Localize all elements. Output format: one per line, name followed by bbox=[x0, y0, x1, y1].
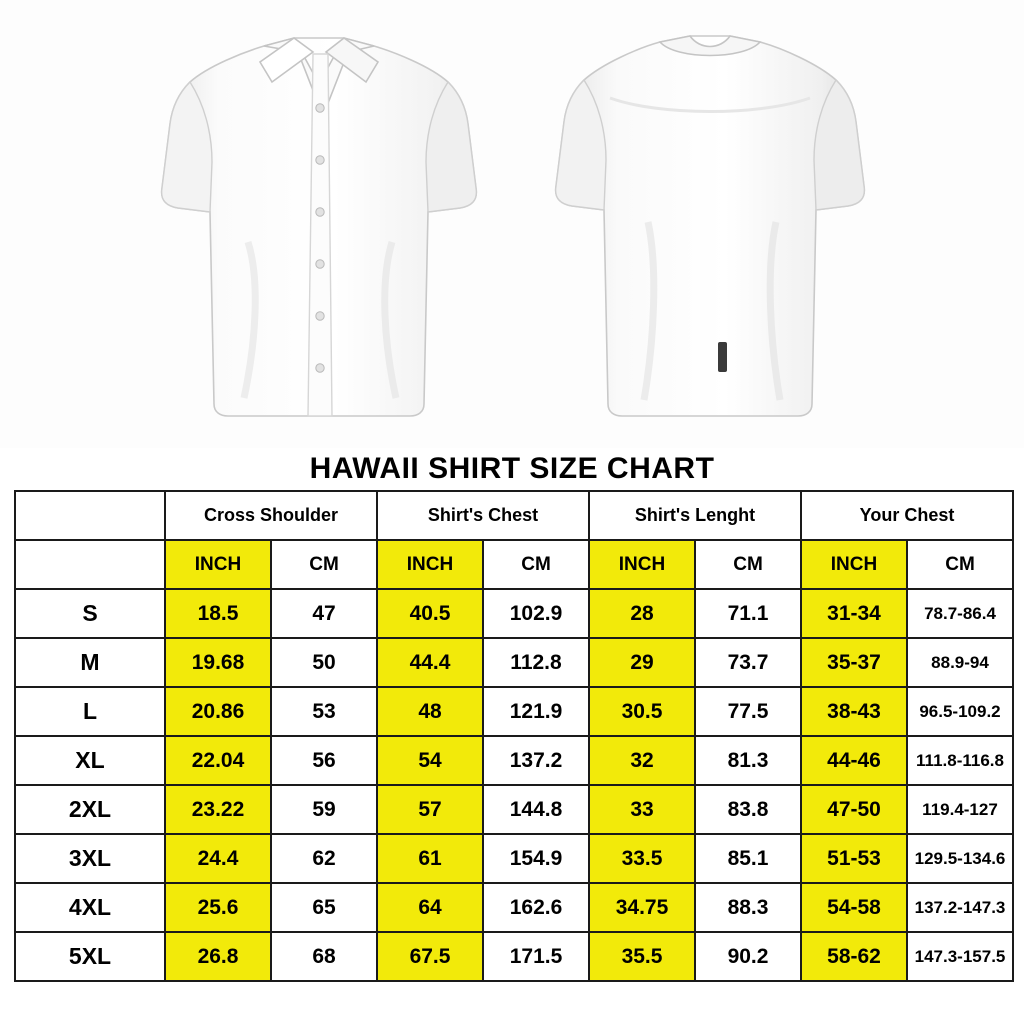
page-title: HAWAII SHIRT SIZE CHART bbox=[309, 452, 715, 485]
cell-cross-shoulder-cm: 65 bbox=[271, 883, 377, 932]
cell-cross-shoulder-inch: 25.6 bbox=[165, 883, 271, 932]
cell-chest-inch: 64 bbox=[377, 883, 483, 932]
cell-your-chest-cm: 78.7-86.4 bbox=[907, 589, 1013, 638]
header-cross-shoulder: Cross Shoulder bbox=[165, 491, 377, 540]
cell-cross-shoulder-inch: 22.04 bbox=[165, 736, 271, 785]
unit-cross-shoulder-inch: INCH bbox=[165, 540, 271, 589]
cell-chest-inch: 54 bbox=[377, 736, 483, 785]
cell-length-inch: 30.5 bbox=[589, 687, 695, 736]
cell-your-chest-cm: 137.2-147.3 bbox=[907, 883, 1013, 932]
size-chart-table bbox=[14, 490, 1014, 982]
unit-cross-shoulder-cm: CM bbox=[271, 540, 377, 589]
table-row bbox=[15, 834, 1013, 883]
cell-your-chest-cm: 96.5-109.2 bbox=[907, 687, 1013, 736]
table-row bbox=[15, 883, 1013, 932]
cell-your-chest-inch: 58-62 bbox=[801, 932, 907, 981]
cell-cross-shoulder-inch: 19.68 bbox=[165, 638, 271, 687]
cell-cross-shoulder-cm: 56 bbox=[271, 736, 377, 785]
row-size-label: 5XL bbox=[15, 932, 165, 981]
cell-chest-inch: 48 bbox=[377, 687, 483, 736]
cell-cross-shoulder-cm: 62 bbox=[271, 834, 377, 883]
cell-chest-cm: 137.2 bbox=[483, 736, 589, 785]
cell-cross-shoulder-cm: 47 bbox=[271, 589, 377, 638]
header-your-chest: Your Chest bbox=[801, 491, 1013, 540]
unit-length-inch: INCH bbox=[589, 540, 695, 589]
cell-length-cm: 81.3 bbox=[695, 736, 801, 785]
cell-your-chest-cm: 88.9-94 bbox=[907, 638, 1013, 687]
cell-your-chest-cm: 129.5-134.6 bbox=[907, 834, 1013, 883]
cell-length-inch: 33 bbox=[589, 785, 695, 834]
cell-chest-cm: 102.9 bbox=[483, 589, 589, 638]
cell-cross-shoulder-inch: 20.86 bbox=[165, 687, 271, 736]
unit-your-chest-cm: CM bbox=[907, 540, 1013, 589]
cell-length-inch: 28 bbox=[589, 589, 695, 638]
cell-length-cm: 88.3 bbox=[695, 883, 801, 932]
header-shirts-length: Shirt's Lenght bbox=[589, 491, 801, 540]
cell-chest-inch: 61 bbox=[377, 834, 483, 883]
cell-your-chest-inch: 38-43 bbox=[801, 687, 907, 736]
row-size-label: XL bbox=[15, 736, 165, 785]
cell-your-chest-cm: 111.8-116.8 bbox=[907, 736, 1013, 785]
cell-cross-shoulder-cm: 53 bbox=[271, 687, 377, 736]
cell-length-inch: 33.5 bbox=[589, 834, 695, 883]
table-row bbox=[15, 638, 1013, 687]
cell-length-cm: 90.2 bbox=[695, 932, 801, 981]
cell-length-cm: 71.1 bbox=[695, 589, 801, 638]
table-row bbox=[15, 589, 1013, 638]
table-row bbox=[15, 785, 1013, 834]
cell-chest-cm: 144.8 bbox=[483, 785, 589, 834]
cell-your-chest-inch: 47-50 bbox=[801, 785, 907, 834]
cell-chest-inch: 57 bbox=[377, 785, 483, 834]
cell-your-chest-cm: 119.4-127 bbox=[907, 785, 1013, 834]
table-row bbox=[15, 687, 1013, 736]
unit-chest-cm: CM bbox=[483, 540, 589, 589]
shirt-illustrations bbox=[0, 0, 1024, 448]
cell-length-inch: 34.75 bbox=[589, 883, 695, 932]
unit-length-cm: CM bbox=[695, 540, 801, 589]
unit-corner-cell bbox=[15, 540, 165, 589]
shirt-front-view-icon bbox=[148, 12, 488, 432]
header-shirts-chest: Shirt's Chest bbox=[377, 491, 589, 540]
row-size-label: 3XL bbox=[15, 834, 165, 883]
cell-your-chest-inch: 54-58 bbox=[801, 883, 907, 932]
cell-your-chest-inch: 35-37 bbox=[801, 638, 907, 687]
row-size-label: M bbox=[15, 638, 165, 687]
cell-chest-cm: 154.9 bbox=[483, 834, 589, 883]
cell-length-cm: 85.1 bbox=[695, 834, 801, 883]
cell-your-chest-cm: 147.3-157.5 bbox=[907, 932, 1013, 981]
cell-length-cm: 83.8 bbox=[695, 785, 801, 834]
shirt-back-view-icon bbox=[540, 12, 880, 432]
cell-chest-cm: 112.8 bbox=[483, 638, 589, 687]
table-header-groups bbox=[15, 491, 1013, 540]
cell-length-inch: 35.5 bbox=[589, 932, 695, 981]
cell-cross-shoulder-cm: 50 bbox=[271, 638, 377, 687]
table-row bbox=[15, 736, 1013, 785]
unit-your-chest-inch: INCH bbox=[801, 540, 907, 589]
cell-your-chest-inch: 51-53 bbox=[801, 834, 907, 883]
header-corner-cell bbox=[15, 491, 165, 540]
cell-chest-inch: 40.5 bbox=[377, 589, 483, 638]
row-size-label: 4XL bbox=[15, 883, 165, 932]
cell-cross-shoulder-inch: 18.5 bbox=[165, 589, 271, 638]
cell-cross-shoulder-inch: 23.22 bbox=[165, 785, 271, 834]
cell-cross-shoulder-inch: 26.8 bbox=[165, 932, 271, 981]
row-size-label: 2XL bbox=[15, 785, 165, 834]
cell-length-inch: 32 bbox=[589, 736, 695, 785]
cell-your-chest-inch: 31-34 bbox=[801, 589, 907, 638]
cell-length-cm: 73.7 bbox=[695, 638, 801, 687]
cell-chest-cm: 171.5 bbox=[483, 932, 589, 981]
cell-cross-shoulder-cm: 59 bbox=[271, 785, 377, 834]
cell-chest-inch: 67.5 bbox=[377, 932, 483, 981]
cell-your-chest-inch: 44-46 bbox=[801, 736, 907, 785]
cell-chest-inch: 44.4 bbox=[377, 638, 483, 687]
table-header-units bbox=[15, 540, 1013, 589]
cell-chest-cm: 162.6 bbox=[483, 883, 589, 932]
cell-length-inch: 29 bbox=[589, 638, 695, 687]
row-size-label: L bbox=[15, 687, 165, 736]
size-chart-table-wrapper bbox=[14, 490, 1010, 982]
table-row bbox=[15, 932, 1013, 981]
row-size-label: S bbox=[15, 589, 165, 638]
unit-chest-inch: INCH bbox=[377, 540, 483, 589]
cell-cross-shoulder-cm: 68 bbox=[271, 932, 377, 981]
cell-length-cm: 77.5 bbox=[695, 687, 801, 736]
cell-cross-shoulder-inch: 24.4 bbox=[165, 834, 271, 883]
cell-chest-cm: 121.9 bbox=[483, 687, 589, 736]
